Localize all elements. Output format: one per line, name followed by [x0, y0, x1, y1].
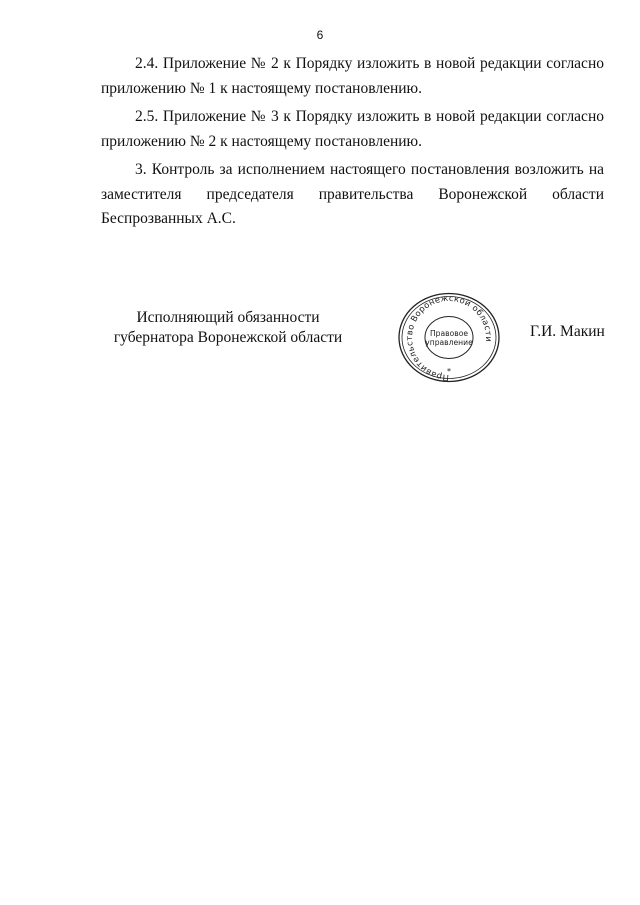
signatory-title-line-2: губернатора Воронежской области — [113, 329, 343, 346]
stamp-graphic — [397, 292, 501, 383]
stamp-star: * — [447, 367, 451, 376]
paragraph-2-4: 2.4. Приложение № 2 к Порядку изложить в новой редакции согласно приложению № 1 к настоящему постановлению. — [101, 55, 604, 97]
document-body — [101, 52, 604, 232]
stamp-inner-line-2: управление — [425, 338, 473, 347]
signatory-title — [103, 308, 353, 348]
page-number: 6 — [316, 28, 324, 42]
signatory-title-line-1: Исполняющий обязанности — [136, 309, 320, 326]
signatory-name: Г.И. Макин — [530, 323, 605, 340]
paragraph-2-5: 2.5. Приложение № 3 к Порядку изложить в новой редакции согласно приложению № 2 к настоящему постановлению. — [101, 108, 604, 150]
official-stamp — [397, 292, 501, 383]
stamp-outer-text: Правительство Воронежской области — [403, 292, 495, 383]
paragraph-3: 3. Контроль за исполнением настоящего постановления возложить на заместителя председателя правительства Воронежской области Беспрозванных А.С. — [101, 161, 604, 227]
stamp-inner-line-1: Правовое — [429, 329, 469, 338]
